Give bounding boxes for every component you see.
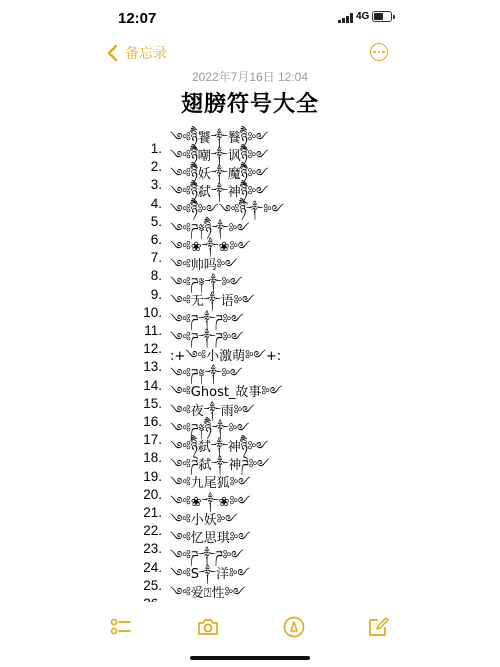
markup-pen-icon[interactable] bbox=[283, 616, 305, 638]
list-item-text: ༺❀༒❀༻ bbox=[170, 239, 251, 255]
list-item-number: 23. bbox=[143, 541, 162, 557]
list-item-number: 22. bbox=[143, 523, 162, 539]
list-item-text: :+༺小激萌༻+: bbox=[170, 348, 282, 364]
list-item-text: ༺ཌ༈༒༻ bbox=[170, 367, 243, 383]
list-item-number: 20. bbox=[143, 486, 162, 502]
status-bar bbox=[0, 0, 500, 36]
list-item-number: 18. bbox=[143, 450, 162, 466]
list-item-text: ༺爱⍰性༻ bbox=[170, 585, 246, 601]
list-item-number: 17. bbox=[143, 432, 162, 448]
status-time: 12:07 bbox=[118, 10, 157, 27]
list-item-number: 2. bbox=[150, 159, 162, 175]
list-item-text: ༺小妖༻ bbox=[170, 512, 238, 528]
list-item-number: 13. bbox=[143, 359, 162, 375]
list-item-text: ༺帅吗༻ bbox=[170, 257, 238, 273]
network-type: 4G bbox=[356, 11, 370, 22]
list-item-number: 14. bbox=[143, 377, 162, 393]
list-item-text: ༺ཌ༒ཌ༻ bbox=[170, 330, 244, 346]
list-item-text: ༺S༒洋༻ bbox=[170, 567, 250, 583]
list-item bbox=[0, 257, 500, 284]
list-item-number: 25. bbox=[143, 577, 162, 593]
list-item-text: ༺❀༒❀༻ bbox=[170, 494, 251, 510]
list-item-text: ༺ཌ༒ཌ༻ bbox=[170, 549, 244, 565]
chevron-left-icon bbox=[105, 44, 121, 62]
list-item-number: 8. bbox=[150, 268, 162, 284]
list-item-number: 9. bbox=[150, 286, 162, 302]
list-item-number: 4. bbox=[150, 195, 162, 211]
list-item-number: 12. bbox=[143, 341, 162, 357]
bottom-toolbar bbox=[0, 602, 500, 652]
list-item-text: ༺ཉ྄ིཻ妖༒魔ཉ྄ིཻ༻ bbox=[170, 166, 269, 182]
list-item-number: 6. bbox=[150, 232, 162, 247]
list-item-number: 3. bbox=[150, 177, 162, 193]
list-item-text: ༺ཉིཻ༻༺ཉིཻ༒༻ bbox=[170, 203, 285, 219]
back-label: 备忘录 bbox=[125, 45, 167, 61]
signal-bars-icon bbox=[338, 13, 354, 23]
camera-icon[interactable] bbox=[197, 616, 219, 638]
list-item-number: 11. bbox=[144, 323, 162, 338]
list-item-number: 15. bbox=[143, 395, 162, 411]
list-item-number: 24. bbox=[143, 559, 162, 575]
list-item-text: ༺ཌ༈ཉིཻ༒༻ bbox=[170, 421, 250, 437]
list-item-number: 19. bbox=[143, 468, 162, 484]
note-date: 2022年7月16日 12:04 bbox=[191, 70, 309, 84]
list-item-text: ༺ཉ྄ིཻ饕༒餮ཉ྄ིཻ༻ bbox=[170, 130, 269, 146]
list-item-number: 5. bbox=[150, 213, 162, 229]
list-item-number: 16. bbox=[143, 414, 162, 429]
list-item-text: ༺忆思琪༻ bbox=[170, 530, 251, 546]
list-item-text: ༺Ghost_故事༻ bbox=[170, 385, 283, 401]
list-item-text: ༺ཉ྄ིཻ弑༒神ཉ྄ིཻ༻ bbox=[170, 185, 269, 201]
back-button[interactable] bbox=[105, 43, 167, 63]
list-item-text: ༺ཌ༈༒༻ bbox=[170, 276, 243, 292]
list-item-text: ༺夜༒雨༻ bbox=[170, 403, 255, 419]
list-item-text: ༺九尾狐༻ bbox=[170, 476, 251, 492]
list-item-number: 1. bbox=[150, 141, 162, 156]
list-item-text: ༺ཉ྄ིཻ嘲༒讽ཉ྄ིཻ༻ bbox=[170, 148, 269, 164]
list-item-text: ༺无༒语༻ bbox=[170, 294, 255, 310]
more-options-button[interactable] bbox=[370, 43, 388, 61]
list-item-number: 21. bbox=[143, 505, 162, 520]
home-indicator bbox=[190, 656, 310, 660]
list-item-number: 7. bbox=[150, 250, 162, 266]
list-item-text: ༺ཉ྄ིཻ弑༒神ཉ྄ིཻ༻ bbox=[170, 439, 269, 455]
battery-icon bbox=[372, 11, 392, 22]
list-item-text: ༺ཌ弑༒神ཌ༻ bbox=[170, 458, 270, 474]
note-title: 翅膀符号大全 bbox=[180, 91, 319, 116]
list-item-text: ༺ཌ༈ཉིཻ༒༻ bbox=[170, 221, 250, 237]
list-item-number: 10. bbox=[143, 304, 162, 320]
checklist-icon[interactable] bbox=[110, 616, 132, 638]
compose-icon[interactable] bbox=[368, 616, 390, 638]
ellipsis-icon bbox=[373, 51, 376, 54]
list-item-text: ༺ཌ༒ཌ༻ bbox=[170, 312, 244, 328]
